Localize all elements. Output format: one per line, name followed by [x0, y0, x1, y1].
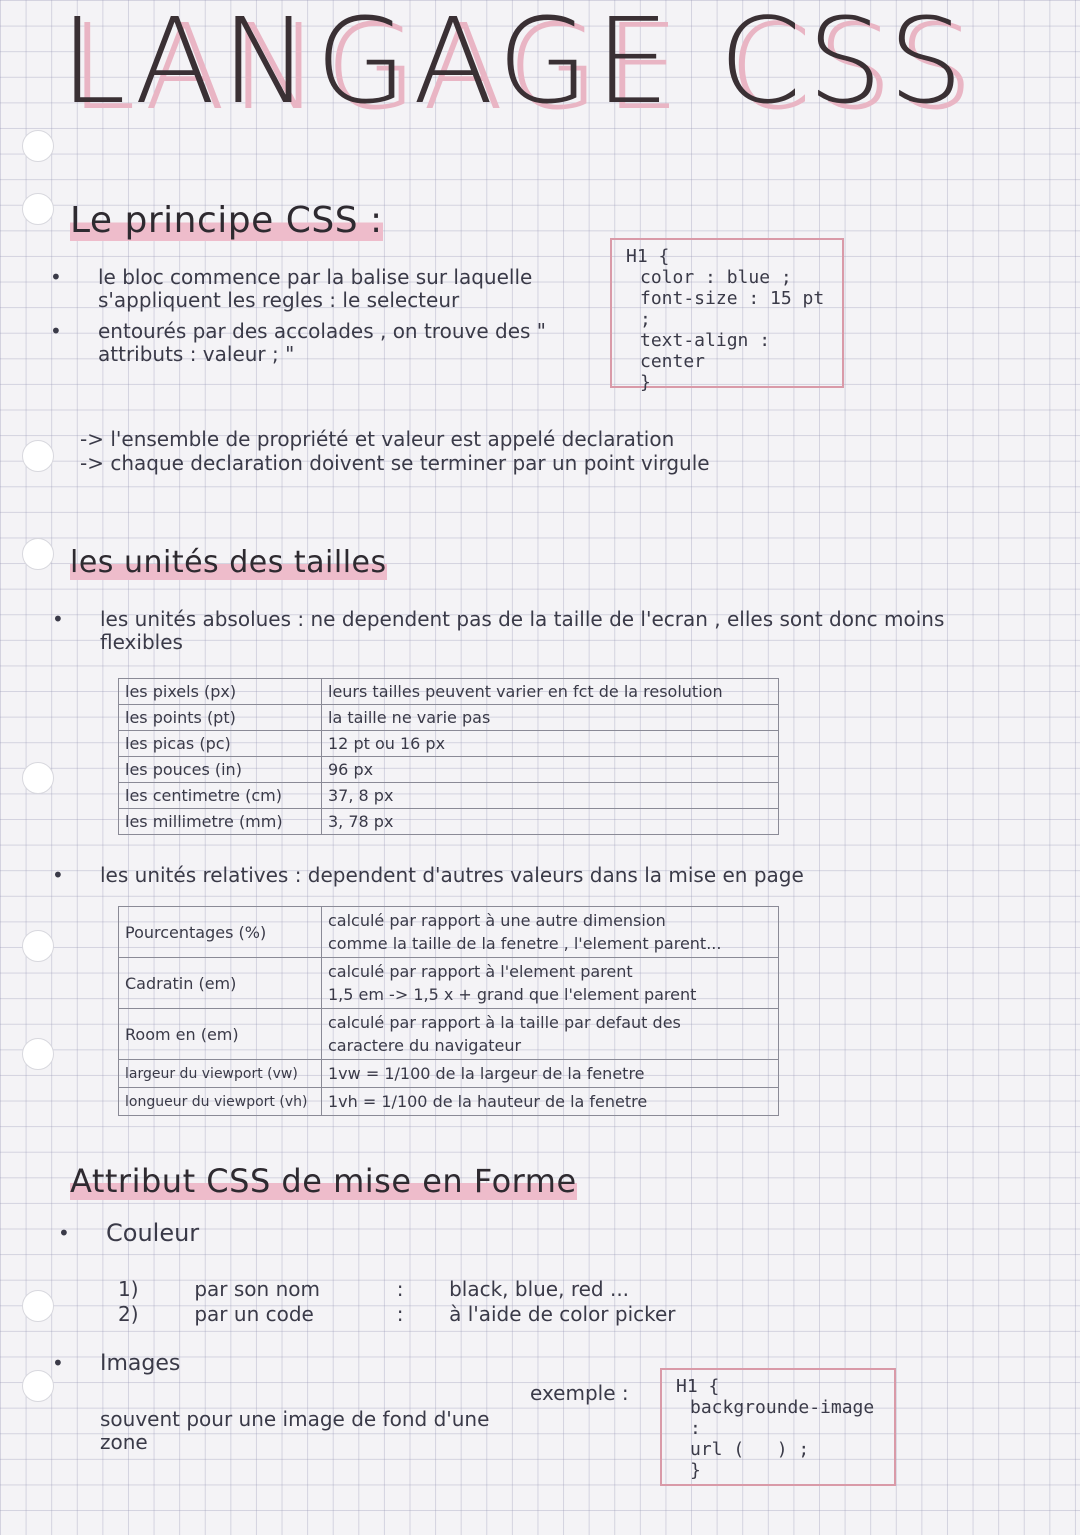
binder-hole [22, 130, 54, 162]
table-row [119, 1060, 779, 1088]
couleur-label: • Couleur [106, 1222, 199, 1245]
item-method: par son nom [194, 1277, 320, 1301]
desc-cell [322, 907, 779, 958]
binder-hole [22, 440, 54, 472]
item-number: 1) [118, 1277, 139, 1301]
desc-cell: 1vw = 1/100 de la largeur de la fenetre [322, 1060, 779, 1088]
relatives-intro: • les unités relatives : dependent d'autres valeurs dans la mise en page [100, 864, 1000, 887]
desc-cell [322, 1009, 779, 1060]
unit-cell: les pixels (px) [119, 679, 322, 705]
item-separator: : [396, 1277, 404, 1301]
unit-cell: les pouces (in) [119, 757, 322, 783]
arrow-note-1: -> l'ensemble de propriété et valeur est appelé declaration [80, 427, 675, 451]
binder-hole [22, 1290, 54, 1322]
heading-text: les unités des tailles [70, 545, 387, 580]
unit-cell: les centimetre (cm) [119, 783, 322, 809]
table-row [119, 731, 779, 757]
code-example-h1 [610, 238, 844, 393]
code-line: } [690, 1460, 701, 1481]
desc-cell: leurs tailles peuvent varier en fct de la resolution [322, 679, 779, 705]
unit-cell: les picas (pc) [119, 731, 322, 757]
unit-cell: Cadratin (em) [119, 958, 322, 1009]
binder-hole [22, 1038, 54, 1070]
desc-line: caractere du navigateur [328, 1036, 522, 1055]
table-row [119, 783, 779, 809]
desc-line: calculé par rapport à la taille par defaut des [328, 1013, 681, 1032]
item-separator: : [396, 1302, 404, 1326]
desc-cell: 3, 78 px [322, 809, 779, 835]
unit-cell: largeur du viewport (vw) [119, 1060, 322, 1088]
page-title: LANGAGE CSS [60, 0, 970, 130]
item-method: par un code [194, 1302, 314, 1326]
exemple-label: exemple : [530, 1381, 629, 1405]
couleur-item-1 [118, 1278, 818, 1301]
desc-line: 1,5 em -> 1,5 x + grand que l'element parent [328, 985, 697, 1004]
binder-hole [22, 538, 54, 570]
desc-cell: la taille ne varie pas [322, 705, 779, 731]
table-row [119, 958, 779, 1009]
table-row [119, 757, 779, 783]
code-line: text-align : center [640, 330, 771, 372]
binder-hole [22, 193, 54, 225]
absolues-intro: • les unités absolues : ne dependent pas de la taille de l'ecran , elles sont donc moins flexibles [100, 608, 1020, 654]
code-line: font-size : 15 pt ; [640, 288, 825, 330]
principe-bullet-1: • le bloc commence par la balise sur laquelle s'appliquent les regles : le selecteur [98, 266, 588, 312]
unit-cell: longueur du viewport (vh) [119, 1088, 322, 1116]
relative-units-table [118, 906, 779, 1116]
table-row [119, 907, 779, 958]
code-line: backgrounde-image : [690, 1397, 875, 1439]
code-line: url ( ) ; [690, 1439, 810, 1460]
heading-text: Attribut CSS de mise en Forme [70, 1162, 577, 1200]
absolute-units-table [118, 678, 779, 835]
item-example: à l'aide de color picker [449, 1302, 676, 1326]
arrow-note-2: -> chaque declaration doivent se terminer par un point virgule [80, 451, 710, 475]
desc-cell [322, 958, 779, 1009]
binder-hole [22, 930, 54, 962]
unit-cell: les points (pt) [119, 705, 322, 731]
table-row [119, 1009, 779, 1060]
desc-line: calculé par rapport à une autre dimension [328, 911, 666, 930]
desc-cell: 1vh = 1/100 de la hauteur de la fenetre [322, 1088, 779, 1116]
desc-cell: 12 pt ou 16 px [322, 731, 779, 757]
code-line: color : blue ; [640, 267, 792, 288]
code-line: } [640, 372, 651, 393]
images-text: souvent pour une image de fond d'une zone [100, 1407, 490, 1454]
table-row [119, 679, 779, 705]
section-heading-principe [70, 200, 383, 241]
table-row [119, 705, 779, 731]
desc-cell: 96 px [322, 757, 779, 783]
unit-cell: Pourcentages (%) [119, 907, 322, 958]
section-heading-unites [70, 545, 387, 580]
desc-line: calculé par rapport à l'element parent [328, 962, 633, 981]
item-example: black, blue, red ... [449, 1277, 630, 1301]
table-row [119, 1088, 779, 1116]
item-number: 2) [118, 1302, 139, 1326]
code-line: H1 { [676, 1376, 720, 1397]
section-heading-attributs [70, 1162, 577, 1200]
desc-cell: 37, 8 px [322, 783, 779, 809]
unit-cell: Room en (em) [119, 1009, 322, 1060]
code-line: H1 { [626, 246, 670, 267]
couleur-item-2 [118, 1303, 818, 1326]
binder-hole [22, 1370, 54, 1402]
desc-line: comme la taille de la fenetre , l'element parent... [328, 934, 722, 953]
code-example-background [660, 1368, 896, 1486]
heading-text: Le principe CSS : [70, 200, 383, 241]
images-label: • Images [100, 1352, 180, 1375]
principe-bullet-2: • entourés par des accolades , on trouve des " attributs : valeur ; " [98, 320, 588, 366]
binder-hole [22, 762, 54, 794]
table-row [119, 809, 779, 835]
unit-cell: les millimetre (mm) [119, 809, 322, 835]
